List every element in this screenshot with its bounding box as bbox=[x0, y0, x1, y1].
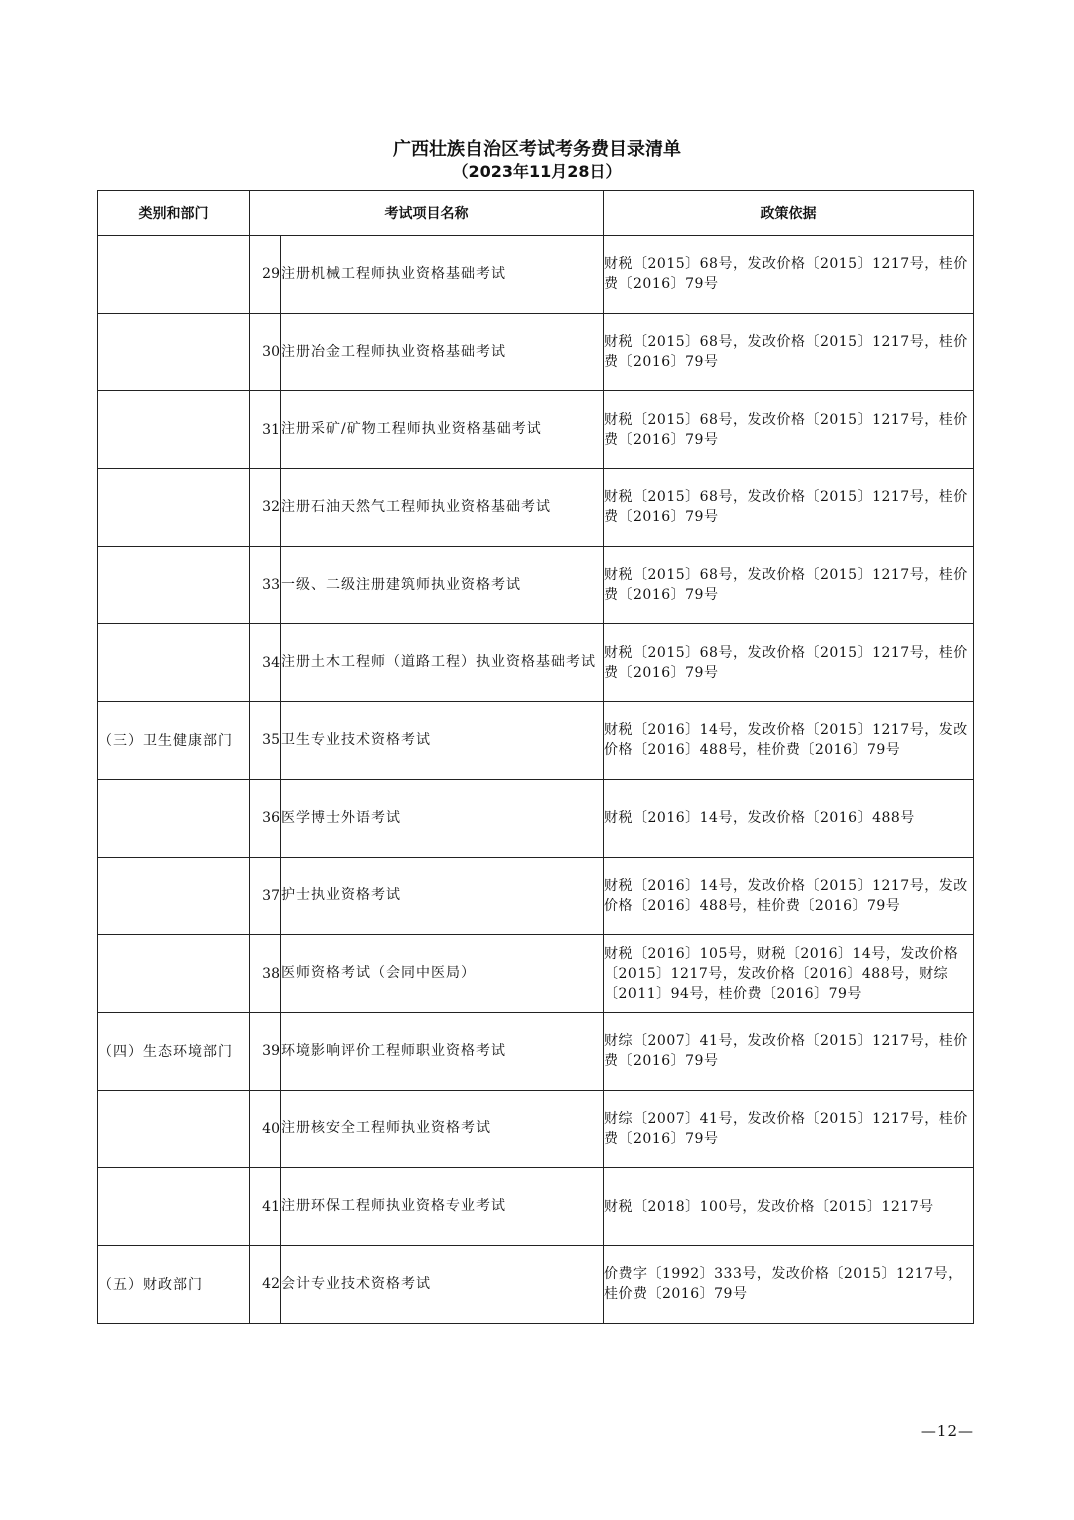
exam-name-cell: 注册环保工程师执业资格专业考试 bbox=[281, 1168, 604, 1246]
row-number: 36 bbox=[250, 779, 281, 857]
row-number: 41 bbox=[250, 1168, 281, 1246]
table-body bbox=[98, 236, 974, 1324]
category-cell: （三）卫生健康部门 bbox=[98, 702, 250, 780]
policy-basis-cell: 财税〔2015〕68号，发改价格〔2015〕1217号，桂价费〔2016〕79号 bbox=[604, 236, 974, 314]
policy-basis-cell: 财税〔2015〕68号，发改价格〔2015〕1217号，桂价费〔2016〕79号 bbox=[604, 469, 974, 547]
table-row bbox=[98, 1168, 974, 1246]
table-row bbox=[98, 779, 974, 857]
table-row bbox=[98, 1012, 974, 1090]
exam-name-cell: 注册机械工程师执业资格基础考试 bbox=[281, 236, 604, 314]
category-cell bbox=[98, 313, 250, 391]
table-row bbox=[98, 313, 974, 391]
table-row bbox=[98, 236, 974, 314]
table-row bbox=[98, 935, 974, 1013]
exam-name-cell: 卫生专业技术资格考试 bbox=[281, 702, 604, 780]
row-number: 40 bbox=[250, 1090, 281, 1168]
row-number: 35 bbox=[250, 702, 281, 780]
row-number: 31 bbox=[250, 391, 281, 469]
exam-name-cell: 会计专业技术资格考试 bbox=[281, 1245, 604, 1323]
category-cell bbox=[98, 779, 250, 857]
policy-basis-cell: 财综〔2007〕41号，发改价格〔2015〕1217号，桂价费〔2016〕79号 bbox=[604, 1012, 974, 1090]
category-cell bbox=[98, 546, 250, 624]
table-row bbox=[98, 702, 974, 780]
category-cell bbox=[98, 391, 250, 469]
row-number: 37 bbox=[250, 857, 281, 935]
policy-basis-cell: 财税〔2016〕14号，发改价格〔2015〕1217号，发改价格〔2016〕488号，桂价费〔2016〕79号 bbox=[604, 857, 974, 935]
table-row bbox=[98, 469, 974, 547]
table-row bbox=[98, 857, 974, 935]
header-policy-basis: 政策依据 bbox=[604, 191, 974, 236]
page-number: —12— bbox=[920, 1422, 974, 1440]
category-cell bbox=[98, 857, 250, 935]
table-header-row bbox=[98, 191, 974, 236]
table-row bbox=[98, 1090, 974, 1168]
row-number: 32 bbox=[250, 469, 281, 547]
category-cell bbox=[98, 1168, 250, 1246]
exam-name-cell: 注册冶金工程师执业资格基础考试 bbox=[281, 313, 604, 391]
row-number: 39 bbox=[250, 1012, 281, 1090]
exam-name-cell: 注册核安全工程师执业资格考试 bbox=[281, 1090, 604, 1168]
policy-basis-cell: 财税〔2018〕100号，发改价格〔2015〕1217号 bbox=[604, 1168, 974, 1246]
category-cell bbox=[98, 469, 250, 547]
category-cell: （四）生态环境部门 bbox=[98, 1012, 250, 1090]
policy-basis-cell: 财税〔2015〕68号，发改价格〔2015〕1217号，桂价费〔2016〕79号 bbox=[604, 313, 974, 391]
document-title: 广西壮族自治区考试考务费目录清单 bbox=[393, 139, 681, 160]
policy-basis-cell: 财税〔2015〕68号，发改价格〔2015〕1217号，桂价费〔2016〕79号 bbox=[604, 391, 974, 469]
header-category: 类别和部门 bbox=[98, 191, 250, 236]
row-number: 42 bbox=[250, 1245, 281, 1323]
exam-name-cell: 注册石油天然气工程师执业资格基础考试 bbox=[281, 469, 604, 547]
policy-basis-cell: 财税〔2016〕14号，发改价格〔2015〕1217号，发改价格〔2016〕488号，桂价费〔2016〕79号 bbox=[604, 702, 974, 780]
exam-name-cell: 注册采矿/矿物工程师执业资格基础考试 bbox=[281, 391, 604, 469]
table-row bbox=[98, 624, 974, 702]
table-row bbox=[98, 391, 974, 469]
row-number: 34 bbox=[250, 624, 281, 702]
policy-basis-cell: 财税〔2015〕68号，发改价格〔2015〕1217号，桂价费〔2016〕79号 bbox=[604, 624, 974, 702]
policy-basis-cell: 财税〔2016〕105号，财税〔2016〕14号，发改价格〔2015〕1217号，发改价格〔2016〕488号，财综〔2011〕94号，桂价费〔2016〕79号 bbox=[604, 935, 974, 1013]
category-cell bbox=[98, 236, 250, 314]
policy-basis-cell: 财税〔2015〕68号，发改价格〔2015〕1217号，桂价费〔2016〕79号 bbox=[604, 546, 974, 624]
document-date: （2023年11月28日） bbox=[452, 162, 622, 181]
row-number: 30 bbox=[250, 313, 281, 391]
category-cell bbox=[98, 624, 250, 702]
row-number: 38 bbox=[250, 935, 281, 1013]
row-number: 29 bbox=[250, 236, 281, 314]
table-row bbox=[98, 1245, 974, 1323]
row-number: 33 bbox=[250, 546, 281, 624]
exam-name-cell: 护士执业资格考试 bbox=[281, 857, 604, 935]
policy-basis-cell: 财综〔2007〕41号，发改价格〔2015〕1217号，桂价费〔2016〕79号 bbox=[604, 1090, 974, 1168]
category-cell bbox=[98, 935, 250, 1013]
policy-basis-cell: 财税〔2016〕14号，发改价格〔2016〕488号 bbox=[604, 779, 974, 857]
exam-name-cell: 一级、二级注册建筑师执业资格考试 bbox=[281, 546, 604, 624]
exam-name-cell: 环境影响评价工程师职业资格考试 bbox=[281, 1012, 604, 1090]
header-exam-name: 考试项目名称 bbox=[250, 191, 604, 236]
category-cell: （五）财政部门 bbox=[98, 1245, 250, 1323]
table-row bbox=[98, 546, 974, 624]
exam-name-cell: 医学博士外语考试 bbox=[281, 779, 604, 857]
exam-name-cell: 医师资格考试（会同中医局） bbox=[281, 935, 604, 1013]
exam-name-cell: 注册土木工程师（道路工程）执业资格基础考试 bbox=[281, 624, 604, 702]
policy-basis-cell: 价费字〔1992〕333号，发改价格〔2015〕1217号，桂价费〔2016〕79号 bbox=[604, 1245, 974, 1323]
exam-fee-table bbox=[97, 190, 974, 1324]
category-cell bbox=[98, 1090, 250, 1168]
